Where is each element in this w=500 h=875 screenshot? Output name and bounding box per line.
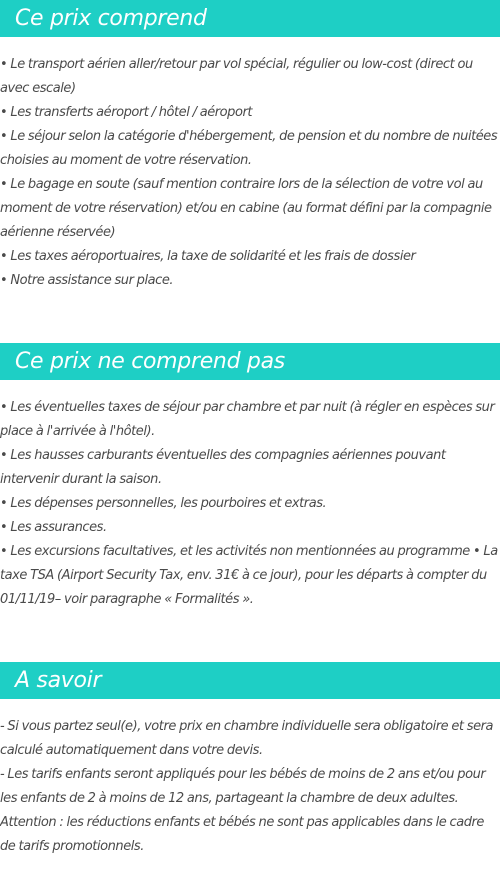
list-item: • Les taxes aéroportuaires, la taxe de solidarité et les frais de dossier bbox=[0, 249, 416, 264]
section-header-banner bbox=[0, 343, 500, 380]
section-price-excludes bbox=[0, 343, 500, 380]
list-item: • Notre assistance sur place. bbox=[0, 273, 174, 288]
section-title: Ce prix ne comprend pas bbox=[15, 349, 285, 374]
list-item: - Si vous partez seul(e), votre prix en chambre individuelle sera obligatoire et sera calculé automatiquement dans votre devis. bbox=[0, 719, 494, 758]
section-title: Ce prix comprend bbox=[15, 6, 207, 31]
section-body bbox=[0, 715, 500, 859]
list-item: - Les tarifs enfants seront appliqués pour les bébés de moins de 2 ans et/ou pour les enfants de 2 à moins de 12 ans, partageant la chambre de deux adultes. Attention : les réductions enfants et bébés ne sont pas applicables dans le cadre de tarifs promotionnels. bbox=[0, 767, 486, 854]
list-item: • Le séjour selon la catégorie d'hébergement, de pension et du nombre de nuitées choisies au moment de votre réservation. bbox=[0, 129, 498, 168]
section-header-banner bbox=[0, 662, 500, 699]
list-item: • Les transferts aéroport / hôtel / aéroport bbox=[0, 105, 252, 120]
list-item: • Les assurances. bbox=[0, 520, 107, 535]
list-item: • Les excursions facultatives, et les activités non mentionnées au programme • La taxe TSA (Airport Security Tax, env. 31€ à ce jour), pour les départs à compter du 01/11/19– voir paragraphe « Formalités ». bbox=[0, 544, 498, 607]
section-body bbox=[0, 396, 500, 612]
section-body bbox=[0, 53, 500, 293]
list-item: • Les dépenses personnelles, les pourboires et extras. bbox=[0, 496, 327, 511]
list-item: • Le bagage en soute (sauf mention contraire lors de la sélection de votre vol au moment de votre réservation) et/ou en cabine (au format défini par la compagnie aérienne réservée) bbox=[0, 177, 492, 240]
section-title: A savoir bbox=[15, 668, 102, 693]
list-item: • Les hausses carburants éventuelles des compagnies aériennes pouvant intervenir durant la saison. bbox=[0, 448, 446, 487]
section-header-banner bbox=[0, 0, 500, 37]
list-item: • Les éventuelles taxes de séjour par chambre et par nuit (à régler en espèces sur place à l'arrivée à l'hôtel). bbox=[0, 400, 495, 439]
section-price-includes bbox=[0, 0, 500, 37]
list-item: • Le transport aérien aller/retour par vol spécial, régulier ou low-cost (direct ou avec escale) bbox=[0, 57, 473, 96]
section-good-to-know bbox=[0, 662, 500, 699]
